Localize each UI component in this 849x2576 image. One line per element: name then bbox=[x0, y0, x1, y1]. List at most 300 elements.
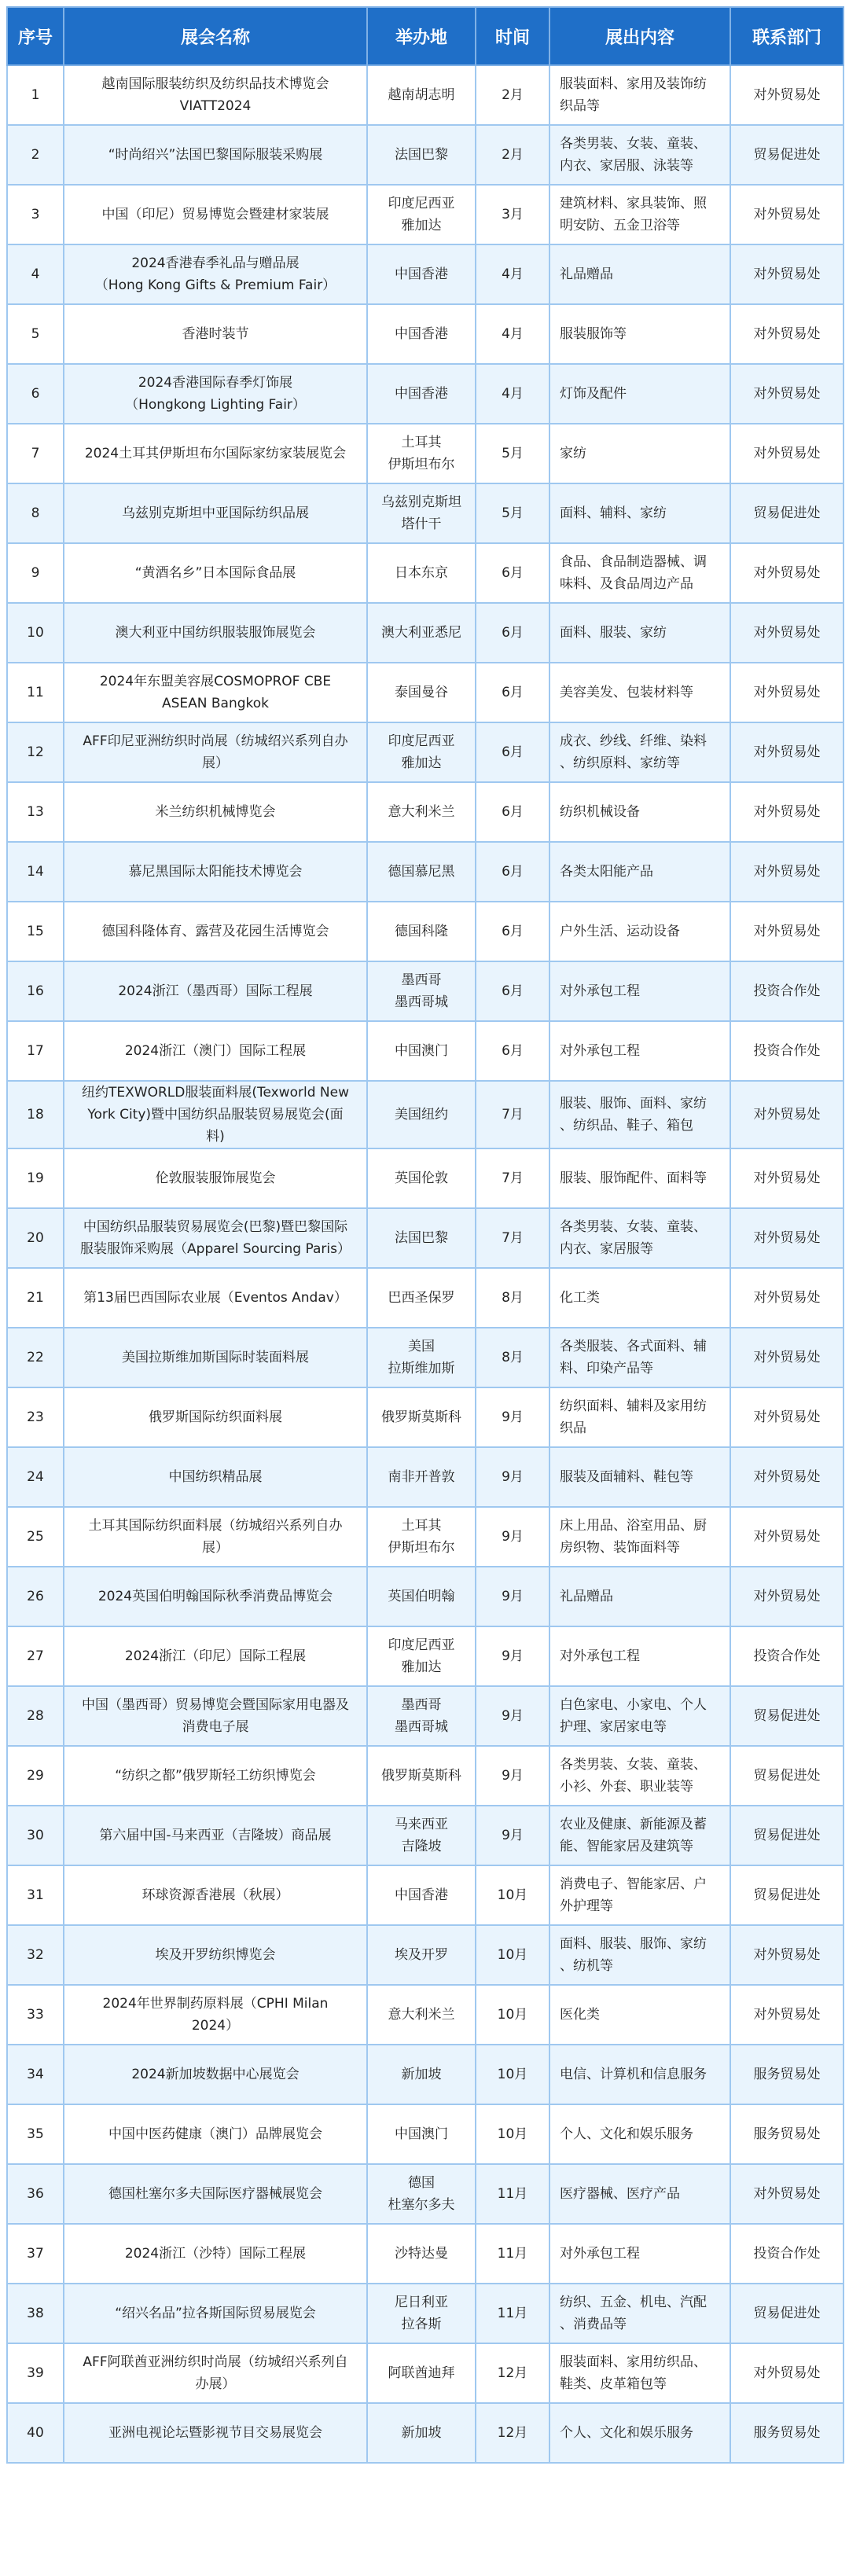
exhibition-name bbox=[64, 1985, 367, 2045]
table-row bbox=[7, 424, 843, 483]
exhibit-content bbox=[549, 1985, 730, 2045]
table-row bbox=[7, 722, 843, 782]
exhibit-content-line: 农业及健康、新能源及蓄 bbox=[560, 1817, 707, 1832]
department: 投资合作处 bbox=[730, 1021, 843, 1081]
exhibition-table-container bbox=[6, 6, 843, 2464]
exhibit-content bbox=[549, 1686, 730, 1746]
venue bbox=[367, 1626, 476, 1686]
exhibition-name bbox=[64, 842, 367, 902]
table-row bbox=[7, 483, 843, 543]
row-number: 2 bbox=[7, 125, 64, 185]
row-number: 19 bbox=[7, 1148, 64, 1208]
venue-line: 南非开普敦 bbox=[388, 1469, 455, 1485]
venue bbox=[367, 1081, 476, 1148]
exhibition-name-line: York City)暨中国纺织品服装贸易展览会(面 bbox=[87, 1107, 344, 1123]
exhibition-name-line: 米兰纺织机械博览会 bbox=[155, 804, 276, 820]
exhibit-content-line: 对外承包工程 bbox=[560, 1043, 640, 1059]
exhibit-content bbox=[549, 65, 730, 125]
exhibition-name-line: 2024浙江（墨西哥）国际工程展 bbox=[118, 983, 313, 999]
exhibition-name-line: 展） bbox=[202, 1540, 229, 1556]
venue bbox=[367, 1925, 476, 1985]
exhibition-name bbox=[64, 185, 367, 244]
exhibition-name-line: 料) bbox=[206, 1129, 225, 1145]
exhibition-name-line: 中国（墨西哥）贸易博览会暨国际家用电器及 bbox=[82, 1697, 349, 1713]
time: 11月 bbox=[476, 2164, 549, 2224]
exhibition-name-line: 办展） bbox=[195, 2376, 236, 2392]
exhibition-name-line: 2024英国伯明翰国际秋季消费品博览会 bbox=[97, 1589, 333, 1604]
exhibit-content bbox=[549, 1507, 730, 1567]
exhibition-name bbox=[64, 2224, 367, 2284]
exhibition-table bbox=[6, 6, 844, 2464]
table-row bbox=[7, 1507, 843, 1567]
exhibit-content-line: 明安防、五金卫浴等 bbox=[560, 218, 680, 233]
row-number: 8 bbox=[7, 483, 64, 543]
exhibit-content bbox=[549, 782, 730, 842]
exhibition-name bbox=[64, 1746, 367, 1806]
exhibit-content bbox=[549, 364, 730, 424]
exhibition-name-line: 消费电子展 bbox=[182, 1719, 249, 1735]
department: 对外贸易处 bbox=[730, 2343, 843, 2403]
table-row bbox=[7, 961, 843, 1021]
exhibit-content bbox=[549, 1806, 730, 1865]
row-number: 27 bbox=[7, 1626, 64, 1686]
exhibition-name bbox=[64, 1567, 367, 1626]
row-number: 21 bbox=[7, 1268, 64, 1328]
row-number: 34 bbox=[7, 2045, 64, 2104]
exhibit-content-line: 电信、计算机和信息服务 bbox=[560, 2067, 707, 2082]
exhibition-name bbox=[64, 603, 367, 663]
exhibition-name bbox=[64, 2403, 367, 2463]
time: 6月 bbox=[476, 782, 549, 842]
venue bbox=[367, 2164, 476, 2224]
venue-line: 拉各斯 bbox=[401, 2317, 442, 2332]
exhibit-content-line: 服装、服饰配件、面料等 bbox=[560, 1170, 707, 1186]
time: 11月 bbox=[476, 2284, 549, 2343]
venue-line: 中国澳门 bbox=[395, 1043, 448, 1059]
exhibition-name-line: 第六届中国-马来西亚（吉隆坡）商品展 bbox=[99, 1828, 332, 1843]
exhibit-content-line: 礼品赠品 bbox=[560, 1589, 613, 1604]
exhibition-name-line: 环球资源香港展（秋展） bbox=[142, 1887, 289, 1903]
exhibition-name bbox=[64, 902, 367, 961]
table-row bbox=[7, 1865, 843, 1925]
exhibit-content-line: 医化类 bbox=[560, 2007, 600, 2023]
exhibit-content bbox=[549, 424, 730, 483]
venue-line: 越南胡志明 bbox=[388, 87, 455, 103]
time: 6月 bbox=[476, 722, 549, 782]
row-number: 11 bbox=[7, 663, 64, 722]
venue bbox=[367, 1567, 476, 1626]
exhibit-content bbox=[549, 1208, 730, 1268]
venue bbox=[367, 1746, 476, 1806]
exhibition-name bbox=[64, 2164, 367, 2224]
time: 3月 bbox=[476, 185, 549, 244]
department: 对外贸易处 bbox=[730, 842, 843, 902]
department: 贸易促进处 bbox=[730, 1746, 843, 1806]
venue-line: 印度尼西亚 bbox=[388, 733, 455, 749]
table-row bbox=[7, 543, 843, 603]
exhibition-name-line: 德国杜塞尔多夫国际医疗器械展览会 bbox=[108, 2186, 322, 2202]
exhibit-content bbox=[549, 663, 730, 722]
row-number: 9 bbox=[7, 543, 64, 603]
exhibition-name bbox=[64, 1268, 367, 1328]
time: 5月 bbox=[476, 483, 549, 543]
venue-line: 中国香港 bbox=[395, 386, 448, 402]
venue bbox=[367, 1447, 476, 1507]
row-number: 30 bbox=[7, 1806, 64, 1865]
exhibit-content bbox=[549, 1021, 730, 1081]
venue-line: 沙特达曼 bbox=[395, 2246, 448, 2262]
time: 9月 bbox=[476, 1806, 549, 1865]
time: 12月 bbox=[476, 2403, 549, 2463]
venue-line: 德国 bbox=[408, 2175, 435, 2191]
venue-line: 泰国曼谷 bbox=[395, 685, 448, 700]
time: 7月 bbox=[476, 1208, 549, 1268]
exhibit-content-line: 服装面料、家用及装饰纺 bbox=[560, 76, 707, 92]
venue bbox=[367, 1865, 476, 1925]
row-number: 17 bbox=[7, 1021, 64, 1081]
time: 6月 bbox=[476, 961, 549, 1021]
table-row bbox=[7, 1567, 843, 1626]
exhibition-name-line: 伦敦服装服饰展览会 bbox=[155, 1170, 276, 1186]
time: 4月 bbox=[476, 244, 549, 304]
venue-line: 意大利米兰 bbox=[388, 2007, 455, 2023]
venue-line: 中国香港 bbox=[395, 326, 448, 342]
row-number: 7 bbox=[7, 424, 64, 483]
time: 11月 bbox=[476, 2224, 549, 2284]
exhibition-name bbox=[64, 1208, 367, 1268]
exhibit-content-line: 化工类 bbox=[560, 1290, 600, 1306]
venue bbox=[367, 782, 476, 842]
department: 投资合作处 bbox=[730, 1626, 843, 1686]
exhibit-content-line: 白色家电、小家电、个人 bbox=[560, 1697, 707, 1713]
exhibit-content-line: 各类太阳能产品 bbox=[560, 864, 653, 880]
row-number: 16 bbox=[7, 961, 64, 1021]
table-row bbox=[7, 244, 843, 304]
exhibition-name bbox=[64, 2045, 367, 2104]
table-row bbox=[7, 185, 843, 244]
exhibition-name-line: “时尚绍兴”法国巴黎国际服装采购展 bbox=[108, 147, 323, 163]
table-row bbox=[7, 2403, 843, 2463]
table-row bbox=[7, 842, 843, 902]
row-number: 29 bbox=[7, 1746, 64, 1806]
row-number: 39 bbox=[7, 2343, 64, 2403]
exhibition-name bbox=[64, 244, 367, 304]
venue-line: 新加坡 bbox=[401, 2425, 442, 2441]
venue bbox=[367, 842, 476, 902]
venue-line: 墨西哥 bbox=[401, 972, 442, 988]
table-row bbox=[7, 1387, 843, 1447]
exhibition-name-line: 2024香港国际春季灯饰展 bbox=[138, 375, 293, 391]
exhibit-content-line: 美容美发、包装材料等 bbox=[560, 685, 693, 700]
exhibit-content bbox=[549, 483, 730, 543]
exhibition-name bbox=[64, 722, 367, 782]
department: 对外贸易处 bbox=[730, 1328, 843, 1387]
venue-line: 墨西哥城 bbox=[395, 1719, 448, 1735]
exhibit-content bbox=[549, 2104, 730, 2164]
exhibition-name bbox=[64, 1081, 367, 1148]
exhibit-content bbox=[549, 1865, 730, 1925]
department: 贸易促进处 bbox=[730, 1686, 843, 1746]
row-number: 13 bbox=[7, 782, 64, 842]
exhibition-name bbox=[64, 424, 367, 483]
department: 对外贸易处 bbox=[730, 1208, 843, 1268]
exhibition-name-line: “黄酒名乡”日本国际食品展 bbox=[134, 565, 296, 581]
exhibit-content bbox=[549, 2045, 730, 2104]
row-number: 18 bbox=[7, 1081, 64, 1148]
venue bbox=[367, 1507, 476, 1567]
exhibit-content bbox=[549, 902, 730, 961]
exhibit-content-line: 对外承包工程 bbox=[560, 983, 640, 999]
exhibit-content bbox=[549, 1387, 730, 1447]
time: 9月 bbox=[476, 1447, 549, 1507]
table-row bbox=[7, 1021, 843, 1081]
exhibit-content bbox=[549, 603, 730, 663]
venue-line: 墨西哥 bbox=[401, 1697, 442, 1713]
table-header-row bbox=[7, 7, 843, 65]
exhibit-content-line: 、纺织品、鞋子、箱包 bbox=[560, 1118, 693, 1134]
exhibition-name-line: 德国科隆体育、露营及花园生活博览会 bbox=[101, 924, 329, 939]
row-number: 4 bbox=[7, 244, 64, 304]
exhibit-content-line: 面料、辅料、家纺 bbox=[560, 505, 667, 521]
exhibit-content bbox=[549, 125, 730, 185]
exhibit-content-line: 、消费品等 bbox=[560, 2317, 627, 2332]
exhibit-content bbox=[549, 2224, 730, 2284]
department: 对外贸易处 bbox=[730, 1447, 843, 1507]
exhibition-name bbox=[64, 483, 367, 543]
exhibition-name-line: 2024年东盟美容展COSMOPROF CBE bbox=[99, 674, 332, 689]
table-row bbox=[7, 663, 843, 722]
venue bbox=[367, 2045, 476, 2104]
department: 服务贸易处 bbox=[730, 2104, 843, 2164]
exhibit-content bbox=[549, 1626, 730, 1686]
table-row bbox=[7, 2164, 843, 2224]
table-row bbox=[7, 1746, 843, 1806]
department: 贸易促进处 bbox=[730, 1865, 843, 1925]
exhibition-name-line: 乌兹别克斯坦中亚国际纺织品展 bbox=[122, 505, 309, 521]
time: 7月 bbox=[476, 1148, 549, 1208]
exhibit-content-line: 对外承包工程 bbox=[560, 2246, 640, 2262]
venue bbox=[367, 1268, 476, 1328]
exhibition-name bbox=[64, 663, 367, 722]
venue bbox=[367, 961, 476, 1021]
exhibition-name-line: （Hong Kong Gifts & Premium Fair） bbox=[94, 277, 336, 293]
venue-line: 雅加达 bbox=[401, 755, 442, 771]
row-number: 5 bbox=[7, 304, 64, 364]
exhibit-content-line: 房织物、装饰面料等 bbox=[560, 1540, 680, 1556]
row-number: 14 bbox=[7, 842, 64, 902]
table-body bbox=[7, 65, 843, 2463]
venue-line: 拉斯维加斯 bbox=[388, 1361, 455, 1376]
venue-line: 吉隆坡 bbox=[401, 1839, 442, 1854]
header-department: 联系部门 bbox=[730, 7, 843, 65]
exhibit-content-line: 各类男装、女装、童装、 bbox=[560, 1757, 707, 1773]
venue bbox=[367, 185, 476, 244]
time: 10月 bbox=[476, 1865, 549, 1925]
exhibit-content-line: 小衫、外套、职业装等 bbox=[560, 1779, 693, 1795]
venue bbox=[367, 1328, 476, 1387]
department: 对外贸易处 bbox=[730, 1567, 843, 1626]
table-row bbox=[7, 902, 843, 961]
department: 投资合作处 bbox=[730, 2224, 843, 2284]
time: 6月 bbox=[476, 603, 549, 663]
exhibit-content-line: 纺织面料、辅料及家用纺 bbox=[560, 1398, 707, 1414]
department: 对外贸易处 bbox=[730, 603, 843, 663]
department: 贸易促进处 bbox=[730, 1806, 843, 1865]
department: 对外贸易处 bbox=[730, 902, 843, 961]
exhibition-name bbox=[64, 782, 367, 842]
row-number: 40 bbox=[7, 2403, 64, 2463]
table-row bbox=[7, 1925, 843, 1985]
row-number: 12 bbox=[7, 722, 64, 782]
venue-line: 埃及开罗 bbox=[395, 1947, 448, 1963]
exhibit-content-line: 纺织机械设备 bbox=[560, 804, 640, 820]
exhibit-content-line: 服装及面辅料、鞋包等 bbox=[560, 1469, 693, 1485]
department: 贸易促进处 bbox=[730, 2284, 843, 2343]
department: 对外贸易处 bbox=[730, 1148, 843, 1208]
time: 8月 bbox=[476, 1328, 549, 1387]
row-number: 28 bbox=[7, 1686, 64, 1746]
row-number: 32 bbox=[7, 1925, 64, 1985]
time: 2月 bbox=[476, 125, 549, 185]
time: 4月 bbox=[476, 364, 549, 424]
department: 对外贸易处 bbox=[730, 782, 843, 842]
exhibit-content-line: 织品 bbox=[560, 1420, 586, 1436]
time: 10月 bbox=[476, 2104, 549, 2164]
exhibition-name-line: （Hongkong Lighting Fair） bbox=[125, 397, 306, 413]
exhibition-name bbox=[64, 304, 367, 364]
exhibition-name-line: 纽约TEXWORLD服装面料展(Texworld New bbox=[82, 1085, 349, 1101]
department: 服务贸易处 bbox=[730, 2403, 843, 2463]
header-time: 时间 bbox=[476, 7, 549, 65]
exhibit-content-line: 内衣、家居服等 bbox=[560, 1241, 653, 1257]
time: 6月 bbox=[476, 842, 549, 902]
venue-line: 新加坡 bbox=[401, 2067, 442, 2082]
venue-line: 德国科隆 bbox=[395, 924, 448, 939]
exhibit-content-line: 家纺 bbox=[560, 446, 586, 461]
exhibition-name bbox=[64, 65, 367, 125]
venue bbox=[367, 125, 476, 185]
department: 对外贸易处 bbox=[730, 244, 843, 304]
row-number: 33 bbox=[7, 1985, 64, 2045]
venue bbox=[367, 1686, 476, 1746]
department: 对外贸易处 bbox=[730, 1985, 843, 2045]
exhibition-name-line: 澳大利亚中国纺织服装服饰展览会 bbox=[115, 625, 316, 641]
venue bbox=[367, 2104, 476, 2164]
exhibit-content-line: 味料、及食品周边产品 bbox=[560, 576, 693, 592]
venue-line: 伊斯坦布尔 bbox=[388, 457, 455, 472]
exhibit-content-line: 外护理等 bbox=[560, 1898, 613, 1914]
venue bbox=[367, 65, 476, 125]
exhibit-content-line: 纺织、五金、机电、汽配 bbox=[560, 2295, 707, 2310]
header-exhibition-name: 展会名称 bbox=[64, 7, 367, 65]
venue-line: 乌兹别克斯坦 bbox=[381, 494, 461, 510]
row-number: 22 bbox=[7, 1328, 64, 1387]
time: 8月 bbox=[476, 1268, 549, 1328]
time: 9月 bbox=[476, 1387, 549, 1447]
exhibit-content bbox=[549, 1925, 730, 1985]
department: 对外贸易处 bbox=[730, 1268, 843, 1328]
table-row bbox=[7, 1268, 843, 1328]
exhibition-name-line: 中国中医药健康（澳门）品牌展览会 bbox=[108, 2126, 322, 2142]
row-number: 36 bbox=[7, 2164, 64, 2224]
department: 对外贸易处 bbox=[730, 722, 843, 782]
table-row bbox=[7, 603, 843, 663]
venue-line: 法国巴黎 bbox=[395, 147, 448, 163]
exhibition-name-line: “绍兴名品”拉各斯国际贸易展览会 bbox=[115, 2306, 316, 2321]
venue-line: 马来西亚 bbox=[395, 1817, 448, 1832]
row-number: 3 bbox=[7, 185, 64, 244]
exhibit-content bbox=[549, 961, 730, 1021]
table-row bbox=[7, 304, 843, 364]
exhibit-content-line: 能、智能家居及建筑等 bbox=[560, 1839, 693, 1854]
exhibit-content-line: 成衣、纱线、纤维、染料 bbox=[560, 733, 707, 749]
exhibit-content-line: 料、印染产品等 bbox=[560, 1361, 653, 1376]
venue-line: 英国伯明翰 bbox=[388, 1589, 455, 1604]
exhibition-name-line: 2024浙江（沙特）国际工程展 bbox=[124, 2246, 307, 2262]
exhibit-content-line: 面料、服装、服饰、家纺 bbox=[560, 1936, 707, 1952]
exhibition-name-line: 中国纺织精品展 bbox=[168, 1469, 263, 1485]
exhibit-content-line: 护理、家居家电等 bbox=[560, 1719, 667, 1735]
exhibit-content-line: 鞋类、皮革箱包等 bbox=[560, 2376, 667, 2392]
exhibition-name bbox=[64, 961, 367, 1021]
department: 投资合作处 bbox=[730, 961, 843, 1021]
venue bbox=[367, 543, 476, 603]
exhibition-name bbox=[64, 2284, 367, 2343]
exhibit-content bbox=[549, 2403, 730, 2463]
venue-line: 俄罗斯莫斯科 bbox=[381, 1768, 461, 1784]
time: 9月 bbox=[476, 1626, 549, 1686]
exhibit-content bbox=[549, 1447, 730, 1507]
exhibition-name-line: 2024浙江（印尼）国际工程展 bbox=[124, 1648, 307, 1664]
exhibition-name-line: AFF印尼亚洲纺织时尚展（纺城绍兴系列自办 bbox=[83, 733, 348, 749]
venue bbox=[367, 424, 476, 483]
exhibit-content bbox=[549, 722, 730, 782]
exhibit-content-line: 对外承包工程 bbox=[560, 1648, 640, 1664]
exhibition-name-line: 俄罗斯国际纺织面料展 bbox=[149, 1409, 282, 1425]
venue-line: 巴西圣保罗 bbox=[388, 1290, 455, 1306]
exhibition-name-line: 中国纺织品服装贸易展览会(巴黎)暨巴黎国际 bbox=[83, 1219, 348, 1235]
exhibition-name-line: 中国（印尼）贸易博览会暨建材家装展 bbox=[101, 207, 329, 222]
venue bbox=[367, 603, 476, 663]
venue-line: 法国巴黎 bbox=[395, 1230, 448, 1246]
time: 10月 bbox=[476, 2045, 549, 2104]
department: 对外贸易处 bbox=[730, 1925, 843, 1985]
time: 5月 bbox=[476, 424, 549, 483]
venue-line: 美国纽约 bbox=[395, 1107, 448, 1123]
exhibition-name-line: 2024年世界制药原料展（CPHI Milan bbox=[102, 1996, 329, 2012]
exhibit-content bbox=[549, 1148, 730, 1208]
department: 对外贸易处 bbox=[730, 364, 843, 424]
department: 对外贸易处 bbox=[730, 424, 843, 483]
exhibit-content-line: 服装面料、家用纺织品、 bbox=[560, 2354, 707, 2370]
exhibit-content-line: 各类服装、各式面料、辅 bbox=[560, 1339, 707, 1354]
time: 9月 bbox=[476, 1507, 549, 1567]
venue bbox=[367, 1208, 476, 1268]
row-number: 20 bbox=[7, 1208, 64, 1268]
header-content: 展出内容 bbox=[549, 7, 730, 65]
venue-line: 土耳其 bbox=[401, 1518, 442, 1534]
time: 9月 bbox=[476, 1686, 549, 1746]
exhibition-name-line: AFF阿联酋亚洲纺织时尚展（纺城绍兴系列自 bbox=[83, 2354, 348, 2370]
time: 7月 bbox=[476, 1081, 549, 1148]
exhibit-content-line: 织品等 bbox=[560, 98, 600, 114]
table-row bbox=[7, 782, 843, 842]
table-row bbox=[7, 364, 843, 424]
venue bbox=[367, 1985, 476, 2045]
table-row bbox=[7, 1806, 843, 1865]
time: 6月 bbox=[476, 543, 549, 603]
venue-line: 德国慕尼黑 bbox=[388, 864, 455, 880]
